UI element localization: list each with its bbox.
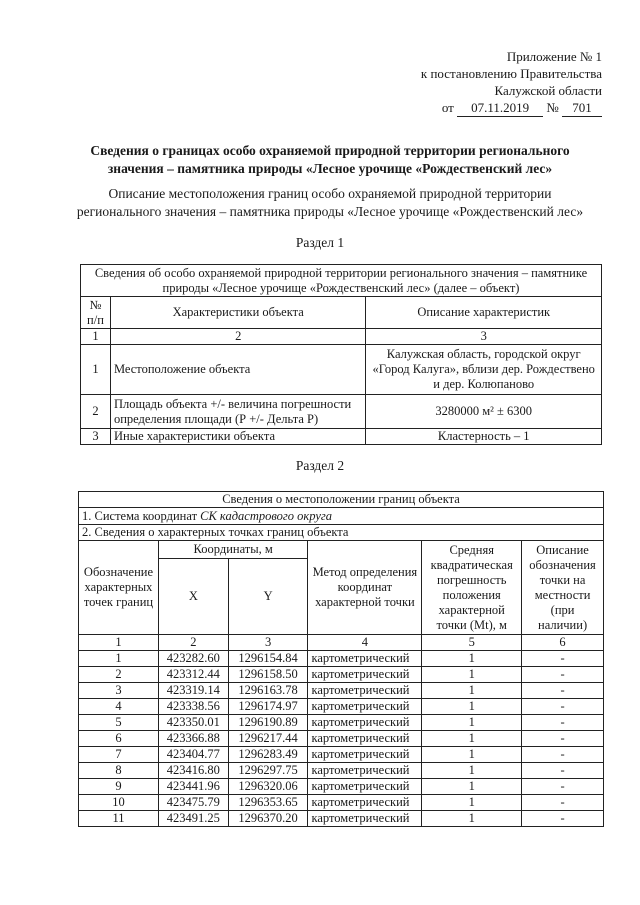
- resolution-date: 07.11.2019: [457, 99, 543, 117]
- table-row: [79, 683, 604, 699]
- marking-desc: -: [522, 699, 604, 715]
- row-value: Кластерность – 1: [366, 429, 602, 445]
- mean-error: 1: [422, 747, 522, 763]
- col-index: 3: [366, 329, 602, 345]
- number-label: №: [546, 100, 559, 115]
- point-id: 11: [79, 811, 159, 827]
- coord-y: 1296174.97: [228, 699, 308, 715]
- col-header-number: № п/п: [81, 297, 111, 329]
- table-row: [79, 811, 604, 827]
- row-characteristic: Местоположение объекта: [110, 345, 366, 395]
- row-number: 1: [81, 345, 111, 395]
- coordinate-system-name: СК кадастрового округа: [200, 508, 332, 523]
- col-index: 5: [422, 635, 522, 651]
- points-heading: 2. Сведения о характерных точках границ объекта: [79, 525, 604, 541]
- points-body: [79, 651, 604, 827]
- col-index: 6: [522, 635, 604, 651]
- point-id: 3: [79, 683, 159, 699]
- mean-error: 1: [422, 683, 522, 699]
- table-row: [79, 763, 604, 779]
- coord-y: 1296283.49: [228, 747, 308, 763]
- section-1-heading: Раздел 1: [295, 235, 345, 250]
- description-line-2: регионального значения – памятника природы «Лесное урочище «Рождественский лес»: [76, 204, 584, 219]
- from-label: от: [441, 100, 454, 115]
- appendix-line-2: к постановлению Правительства: [420, 66, 602, 81]
- appendix-block: [421, 48, 602, 117]
- point-id: 2: [79, 667, 159, 683]
- method: картометрический: [308, 683, 422, 699]
- coord-x: 423475.79: [158, 795, 228, 811]
- mean-error: 1: [422, 715, 522, 731]
- coord-y: 1296163.78: [228, 683, 308, 699]
- mean-error: 1: [422, 731, 522, 747]
- method: картометрический: [308, 731, 422, 747]
- coord-y: 1296158.50: [228, 667, 308, 683]
- table-row: [79, 699, 604, 715]
- coord-x: 423416.80: [158, 763, 228, 779]
- resolution-number: 701: [562, 99, 602, 117]
- col-header-x: X: [158, 559, 228, 635]
- method: картометрический: [308, 763, 422, 779]
- point-id: 10: [79, 795, 159, 811]
- boundary-table-title: Сведения о местоположении границ объекта: [79, 492, 604, 508]
- col-header-coordinates: Координаты, м: [158, 541, 308, 559]
- row-characteristic: Иные характеристики объекта: [110, 429, 366, 445]
- table-row: [81, 345, 602, 395]
- marking-desc: -: [522, 715, 604, 731]
- method: картометрический: [308, 811, 422, 827]
- point-id: 7: [79, 747, 159, 763]
- table-row: [79, 795, 604, 811]
- method: картометрический: [308, 715, 422, 731]
- coord-x: 423366.88: [158, 731, 228, 747]
- col-header-marking: Описание обозначения точки на местности (при наличии): [522, 541, 604, 635]
- coord-y: 1296217.44: [228, 731, 308, 747]
- row-number: 3: [81, 429, 111, 445]
- mean-error: 1: [422, 651, 522, 667]
- mean-error: 1: [422, 699, 522, 715]
- col-index: 4: [308, 635, 422, 651]
- marking-desc: -: [522, 731, 604, 747]
- row-number: 2: [81, 395, 111, 429]
- section-2-heading: Раздел 2: [295, 458, 345, 473]
- row-value: Калужская область, городской округ «Город Калуга», вблизи дер. Рождествено и дер. Колюпаново: [366, 345, 602, 395]
- coord-x: 423491.25: [158, 811, 228, 827]
- description-line-1: Описание местоположения границ особо охраняемой природной территории: [108, 186, 552, 201]
- mean-error: 1: [422, 795, 522, 811]
- table-row: [79, 667, 604, 683]
- appendix-line-1: Приложение № 1: [506, 49, 602, 64]
- title-line-2: значения – памятника природы «Лесное урочище «Рождественский лес»: [107, 161, 553, 176]
- col-header-y: Y: [228, 559, 308, 635]
- method: картометрический: [308, 779, 422, 795]
- coord-y: 1296320.06: [228, 779, 308, 795]
- method: картометрический: [308, 699, 422, 715]
- coord-y: 1296154.84: [228, 651, 308, 667]
- appendix-date-line: [421, 99, 602, 117]
- point-id: 5: [79, 715, 159, 731]
- row-characteristic: Площадь объекта +/- величина погрешности определения площади (Р +/- Дельта Р): [110, 395, 366, 429]
- coord-x: 423441.96: [158, 779, 228, 795]
- row-value: 3280000 м² ± 6300: [366, 395, 602, 429]
- marking-desc: -: [522, 779, 604, 795]
- point-id: 1: [79, 651, 159, 667]
- table-row: [79, 715, 604, 731]
- marking-desc: -: [522, 747, 604, 763]
- table-row: [81, 395, 602, 429]
- col-header-method: Метод определения координат характерной точки: [308, 541, 422, 635]
- marking-desc: -: [522, 651, 604, 667]
- col-index: 1: [79, 635, 159, 651]
- method: картометрический: [308, 795, 422, 811]
- coord-x: 423319.14: [158, 683, 228, 699]
- method: картометрический: [308, 651, 422, 667]
- coord-x: 423350.01: [158, 715, 228, 731]
- coord-y: 1296370.20: [228, 811, 308, 827]
- marking-desc: -: [522, 795, 604, 811]
- point-id: 6: [79, 731, 159, 747]
- table-row: [79, 731, 604, 747]
- col-header-characteristics: Характеристики объекта: [110, 297, 366, 329]
- col-index: 3: [228, 635, 308, 651]
- object-info-title: Сведения об особо охраняемой природной территории регионального значения – памятнике природы «Лесное урочище «Рождественский лес» (далее – объект): [81, 265, 602, 297]
- table-row: [79, 779, 604, 795]
- marking-desc: -: [522, 667, 604, 683]
- col-header-error: Средняя квадратическая погрешность положения характерной точки (Mt), м: [422, 541, 522, 635]
- coord-y: 1296353.65: [228, 795, 308, 811]
- coord-y: 1296190.89: [228, 715, 308, 731]
- mean-error: 1: [422, 667, 522, 683]
- document-title: [60, 142, 600, 178]
- boundary-points-table: [78, 491, 604, 827]
- table-row: [79, 651, 604, 667]
- coordinate-system-prefix: 1. Система координат: [82, 508, 201, 523]
- method: картометрический: [308, 747, 422, 763]
- coordinate-system-row: [79, 508, 604, 525]
- point-id: 4: [79, 699, 159, 715]
- coord-x: 423282.60: [158, 651, 228, 667]
- col-header-description: Описание характеристик: [366, 297, 602, 329]
- col-index: 2: [110, 329, 366, 345]
- coord-x: 423404.77: [158, 747, 228, 763]
- mean-error: 1: [422, 763, 522, 779]
- object-info-table: [80, 264, 602, 445]
- point-id: 8: [79, 763, 159, 779]
- marking-desc: -: [522, 811, 604, 827]
- marking-desc: -: [522, 763, 604, 779]
- coord-x: 423312.44: [158, 667, 228, 683]
- col-index: 1: [81, 329, 111, 345]
- document-description: [60, 185, 600, 221]
- point-id: 9: [79, 779, 159, 795]
- mean-error: 1: [422, 779, 522, 795]
- coord-y: 1296297.75: [228, 763, 308, 779]
- table-row: [81, 429, 602, 445]
- marking-desc: -: [522, 683, 604, 699]
- title-line-1: Сведения о границах особо охраняемой природной территории регионального: [90, 143, 570, 158]
- col-index: 2: [158, 635, 228, 651]
- mean-error: 1: [422, 811, 522, 827]
- col-header-points: Обозначение характерных точек границ: [79, 541, 159, 635]
- coord-x: 423338.56: [158, 699, 228, 715]
- appendix-line-3: Калужской области: [494, 83, 602, 98]
- method: картометрический: [308, 667, 422, 683]
- table-row: [79, 747, 604, 763]
